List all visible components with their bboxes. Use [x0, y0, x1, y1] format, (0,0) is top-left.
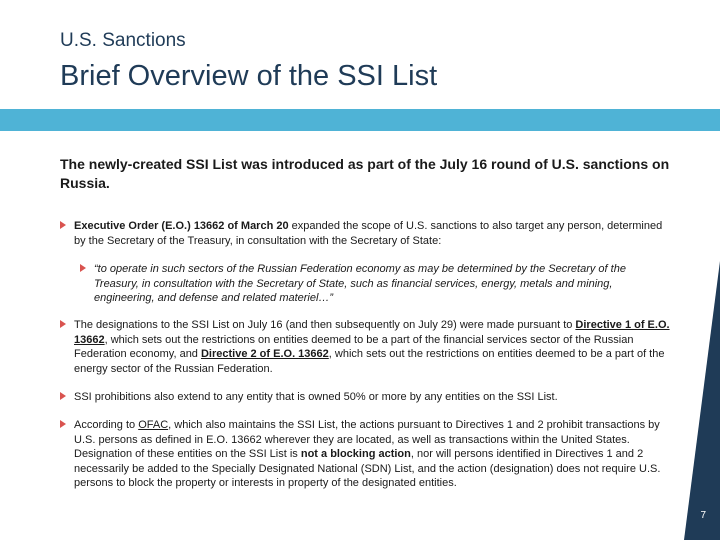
- intro-paragraph: The newly-created SSI List was introduced as part of the July 16 round of U.S. sanctions on Russia.: [60, 156, 670, 191]
- ownership-text: SSI prohibitions also extend to any entity that is owned 50% or more by any entities on the SSI List.: [74, 391, 558, 403]
- ofac-text-2: , which also maintains the SSI List, the actions pursuant to Directives 1 and 2 prohibit transactions by U.S. persons as defined in E.O. 13662 wherever they are located, as well as transactions within the United States. Designation of these entities on the SSI List is: [74, 419, 660, 461]
- quote-text: “to operate in such sectors of the Russian Federation economy as may be determined by the Secretary of the Treasury, in consultation with the Secretary of State, such as financial services, energy, metals and mining, engineering, and defense and related materiel…”: [94, 263, 626, 305]
- bullet-executive-order: [74, 219, 674, 248]
- corner-wedge-decoration: [684, 131, 720, 540]
- section-eyebrow: U.S. Sanctions: [60, 30, 186, 51]
- ofac-text-1: According to: [74, 419, 139, 431]
- executive-order-text: expanded the scope of U.S. sanctions to also target any person, determined by the Secretary of the Treasury, in consultation with the Secretary of State:: [74, 220, 663, 247]
- designations-text-1: The designations to the SSI List on July 16 (and then subsequently on July 29) were made pursuant to: [74, 319, 576, 331]
- designations-text-3: , which sets out the restrictions on entities deemed to be a part of the energy sector of the Russian Federation.: [74, 348, 665, 375]
- directive-2-link[interactable]: Directive 2 of E.O. 13662: [200, 348, 329, 361]
- bullet-marker-icon: [60, 392, 66, 400]
- ofac-text-3: , nor will persons identified in Directives 1 and 2 necessarily be added to the Specially Designated National (SDN) List, and the action (designation) does not require U.S. persons to block the property or interests in property of the designated entities.: [74, 448, 661, 490]
- sub-bullet-quote: [94, 262, 664, 306]
- bullet-marker-icon: [60, 221, 66, 229]
- page-number: 7: [700, 510, 706, 521]
- bullet-marker-icon: [80, 264, 86, 272]
- ofac-link[interactable]: OFAC: [138, 419, 169, 431]
- bullet-designations: [74, 318, 674, 376]
- bullet-ofac: [74, 418, 674, 491]
- executive-order-lead: Executive Order (E.O.) 13662 of March 20: [74, 220, 289, 232]
- designations-text-2: , which sets out the restrictions on entities deemed to be a part of the financial services sector of the Russian Federation economy, and: [74, 333, 634, 361]
- not-blocking-action: not a blocking action: [300, 448, 411, 461]
- slide-title: Brief Overview of the SSI List: [60, 60, 438, 92]
- accent-band: [0, 109, 720, 131]
- bullet-marker-icon: [60, 320, 66, 328]
- bullet-marker-icon: [60, 420, 66, 428]
- directive-1-link[interactable]: Directive 1 of E.O. 13662: [74, 319, 670, 346]
- bullet-ownership: [74, 390, 674, 405]
